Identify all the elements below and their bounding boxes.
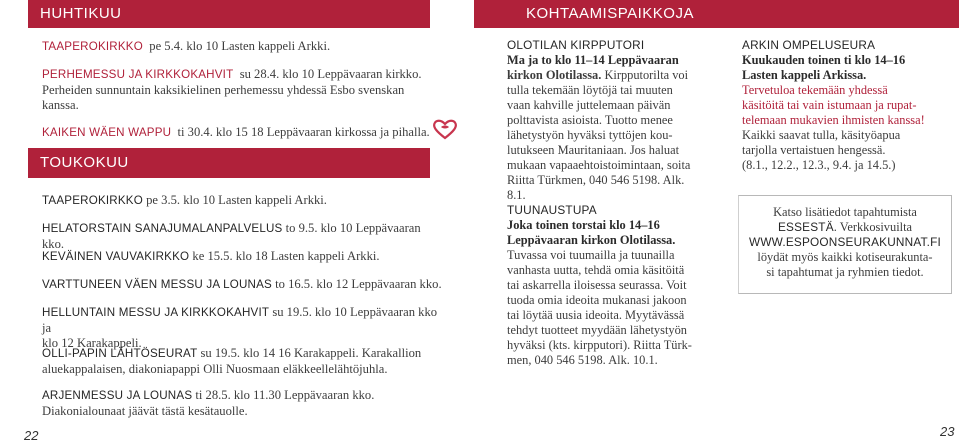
event-title: TAAPEROKIRKKO — [42, 194, 143, 207]
block-title: ARKIN OMPELUSEURA — [742, 38, 876, 52]
section-title: HUHTIKUU — [40, 5, 122, 22]
event-details: to 16.5. klo 12 Leppävaaran kko. — [275, 277, 442, 291]
event-details: ti 28.5. klo 11.30 Leppävaaran kko. — [195, 388, 375, 402]
block-schedule: Kuukauden toinen ti klo 14–16 — [742, 53, 906, 67]
block-schedule: Joka toinen torstai klo 14–16 — [507, 218, 660, 232]
block-text: vanhasta uutta, tehdä omia käsitöitä — [507, 263, 685, 277]
website-link[interactable]: WWW.ESPOONSEURAKUNNAT.FI — [748, 235, 942, 249]
event-helatorstai — [42, 221, 442, 252]
block-text: Riitta Türkmen, 040 546 5198. Alk. — [507, 173, 685, 187]
block-schedule: Leppävaaran kirkon Olotilassa. — [507, 233, 676, 247]
info-essesta: ESSESTÄ — [777, 220, 834, 234]
block-text: mukaan vapaaehtoistoimintaan, soita — [507, 158, 691, 172]
block-text: Kirpputorilta voi — [604, 68, 689, 82]
info-line: löydät myös kaikki kotiseurakunta- — [757, 250, 933, 264]
event-details: kanssa. — [42, 98, 79, 112]
block-text: tai löytää uusia ideoita. Myytävässä — [507, 308, 685, 322]
block-text: tehdyt tuotteet myydään lähetystyön — [507, 323, 687, 337]
section-title: KOHTAAMISPAIKKOJA — [526, 5, 694, 22]
block-text: Tuvassa voi tuumailla ja tuunailla — [507, 248, 675, 262]
event-details: pe 3.5. klo 10 Lasten kappeli Arkki. — [146, 193, 327, 207]
event-title: VARTTUNEEN VÄEN MESSU JA LOUNAS — [42, 278, 272, 291]
tuunaustupa-block — [507, 203, 732, 368]
event-details: su 28.4. klo 10 Leppävaaran kirkko. — [239, 67, 422, 81]
event-kaiken-waen-wappu — [42, 125, 442, 141]
page-number-left: 22 — [24, 428, 39, 443]
event-title: KAIKEN WÄEN WAPPU — [42, 126, 172, 139]
block-text: Kaikki saavat tulla, käsityöapua — [742, 128, 901, 142]
block-text: polttavista asioista. Tuotto menee — [507, 113, 673, 127]
info-line: si tapahtumat ja ryhmien tiedot. — [766, 265, 924, 279]
block-title: TUUNAUSTUPA — [507, 203, 597, 217]
event-arjenmessu — [42, 388, 442, 419]
olotila-kirpputori-block — [507, 38, 732, 203]
event-details: Diakonialounaat jäävät tästä kesätauolle. — [42, 403, 248, 418]
block-text: tuoda omia ideoita mukanasi jakoon — [507, 293, 687, 307]
event-vauvakirkko — [42, 249, 442, 265]
block-text: vaan kahville juttelemaan päivän — [507, 98, 671, 112]
block-schedule: kirkon Olotilassa. — [507, 68, 602, 82]
section-header-may — [28, 148, 430, 178]
section-header-meeting-places — [474, 0, 959, 28]
block-highlight: telemaan mukavien ihmisten kanssa! — [742, 113, 925, 127]
block-title: OLOTILAN KIRPPUTORI — [507, 38, 645, 52]
block-highlight: käsitöitä tai vain istumaan ja rupat- — [742, 98, 917, 112]
block-highlight: Tervetuloa tekemään yhdessä — [742, 83, 888, 97]
event-title: TAAPEROKIRKKO — [42, 40, 143, 53]
event-title: ARJENMESSU JA LOUNAS — [42, 389, 193, 402]
event-details: ti 30.4. klo 15 18 Leppävaaran kirkossa ja pihalla. — [177, 125, 430, 139]
event-perhemessu — [42, 67, 442, 114]
block-text: lähetystyön hyväksi tyttöjen kou- — [507, 128, 673, 142]
event-taaperokirkko-may — [42, 193, 442, 209]
section-header-april — [28, 0, 430, 28]
block-text: lutukseen Mauritaniaan. Jos haluat — [507, 143, 680, 157]
event-details: to 9.5. klo 10 Leppävaaran kko. — [42, 221, 421, 251]
event-title: HELATORSTAIN SANAJUMALANPALVELUS — [42, 222, 283, 235]
event-details: ke 15.5. klo 18 Lasten kappeli Arkki. — [192, 249, 380, 263]
info-line: . Verkkosivuilta — [833, 220, 913, 234]
event-title: HELLUNTAIN MESSU JA KIRKKOKAHVIT — [42, 306, 270, 319]
event-varttuneen-vaen-messu — [42, 277, 442, 293]
event-title: PERHEMESSU JA KIRKKOKAHVIT — [42, 68, 234, 81]
event-taaperokirkko-april — [42, 39, 442, 55]
block-text: tarjolla vertaistuen hengessä. — [742, 143, 886, 157]
block-schedule: Ma ja to klo 11–14 Leppävaaran — [507, 53, 679, 67]
block-text: hyväksi (kts. kirpputori). Riitta Türk- — [507, 338, 692, 352]
block-text: 8.1. — [507, 188, 526, 202]
event-details: klo 12 Karakappeli. — [42, 336, 142, 350]
event-details: su 19.5. klo 14 16 Karakappeli. Karakallion — [200, 346, 422, 360]
section-title: TOUKOKUU — [40, 154, 129, 171]
block-schedule: Lasten kappeli Arkissa. — [742, 68, 867, 82]
block-text: tulla tekemään löytöjä tai muuten — [507, 83, 673, 97]
info-line: Katso lisätiedot tapahtumista — [773, 205, 917, 219]
event-title: KEVÄINEN VAUVAKIRKKO — [42, 250, 190, 263]
event-details: aluekappalaisen, diakoniapappi Olli Nuosmaan eläkkeellelähtöjuhla. — [42, 361, 388, 376]
block-text: (8.1., 12.2., 12.3., 9.4. ja 14.5.) — [742, 158, 896, 172]
event-helluntain-messu — [42, 305, 442, 352]
block-text: men, 040 546 5198. Alk. 10.1. — [507, 353, 658, 367]
event-title: OLLI-PAPIN LÄHTÖSEURAT — [42, 347, 198, 360]
event-olli-papin-lahtoseurat — [42, 346, 442, 377]
page-number-right: 23 — [940, 424, 955, 439]
event-details: Perheiden sunnuntain kaksikielinen perhemessu yhdessä Esbo svenskan — [42, 82, 405, 97]
event-details: su 19.5. klo 10 Leppävaaran kko ja — [42, 305, 438, 335]
block-text: tai askarrella iloisessa seurassa. Voit — [507, 278, 687, 292]
ompeluseura-block — [742, 38, 956, 173]
info-box — [738, 195, 952, 294]
event-details: pe 5.4. klo 10 Lasten kappeli Arkki. — [149, 39, 331, 53]
